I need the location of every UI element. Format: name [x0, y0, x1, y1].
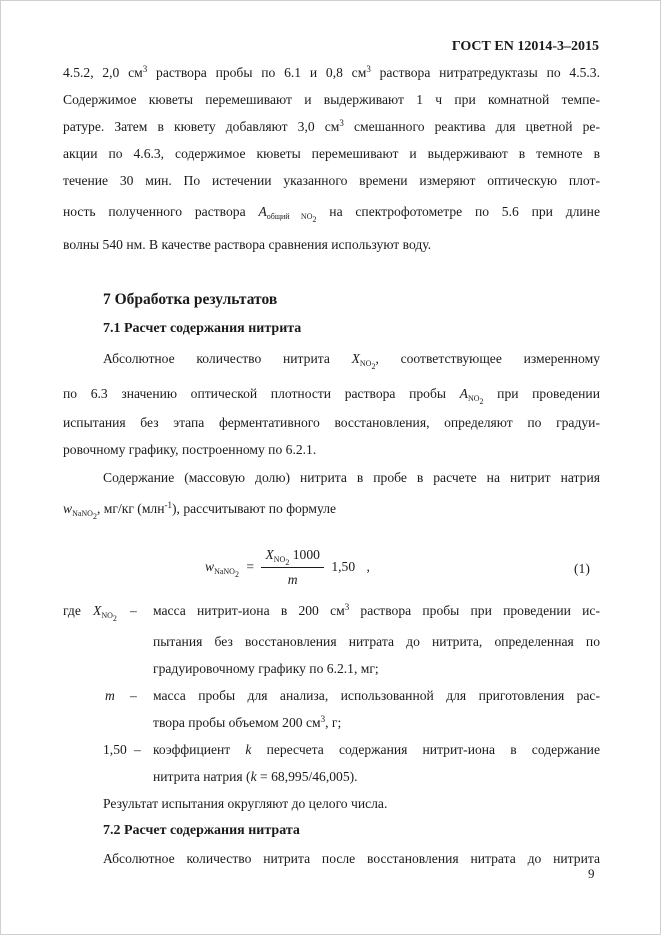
p1-line-4: акции по 4.6.3, содержимое кюветы перемешивают и выдерживают в темноте в: [63, 146, 600, 161]
where-x-dash: –: [130, 603, 137, 618]
s71-line-4: ровочному графику, построенному по 6.2.1.: [63, 442, 317, 457]
section-7-1-title: 7.1 Расчет содержания нитрита: [103, 321, 302, 336]
where-x-symbol: $X_{NO_2}$: [93, 603, 117, 623]
where-x-line-1: масса нитрит-иона в 200 $см^3$ раствора пробы при проведении ис-: [153, 602, 600, 618]
rounding-note: Результат испытания округляют до целого числа.: [103, 796, 388, 811]
where-m-symbol: m: [105, 688, 115, 703]
where-m-line-1: масса пробы для анализа, использованной для приготовления рас-: [153, 688, 600, 703]
s71-line-2: по 6.3 значению оптической плотности раствора пробы $A_{NO_2}$ при проведении: [63, 386, 600, 406]
p1-line-1: 4.5.2, 2,0 $см^3$ раствора пробы по 6.1 и 0,8 $см^3$ раствора нитратредуктазы по 4.5.3.: [63, 64, 601, 80]
p1-line-7: волны 540 нм. В качестве раствора сравнения используют воду.: [63, 237, 432, 252]
symbol-a-total-no2: $A_{общий NO_2}$: [258, 204, 317, 224]
formula-fraction: $\frac{X_{NO_2} 1000}{m}$: [261, 544, 323, 591]
s71-line-3: испытания без этапа ферментативного восстановления, определяют по градуи-: [63, 415, 600, 430]
s71-line-5: Содержание (массовую долю) нитрита в пробе в расчете на нитрит натрия: [103, 470, 600, 485]
s72-line-1: Абсолютное количество нитрита после восстановления нитрата до нитрита: [103, 851, 600, 866]
where-label: где: [63, 603, 81, 618]
symbol-x-no2: $X_{NO_2}$: [351, 351, 376, 371]
document-header: [436, 38, 599, 56]
where-m-line-2: твора пробы объемом 200 $см^3$, г;: [153, 714, 342, 730]
where-x-line-2: пытания без восстановления нитрата до нитрита, определенная по: [153, 634, 600, 649]
page-number: 9: [588, 866, 595, 881]
where-coef-line-1: коэффициент k пересчета содержания нитрит-иона в содержание: [153, 742, 600, 757]
section-7-2-title: 7.2 Расчет содержания нитрата: [103, 823, 300, 838]
formula-lhs: $w_{NaNO_2}$: [205, 558, 239, 579]
where-m-dash: –: [130, 688, 137, 703]
s71-line-1: Абсолютное количество нитрита $X_{NO_2}$, соответствующее измеренному: [103, 351, 600, 371]
where-coef-line-2: нитрита натрия (k = 68,995/46,005).: [153, 769, 358, 784]
formula-1: $w_{NaNO_2}$ = $\frac{X_{NO_2} 1000}{m}$ 1,50 ,: [205, 544, 370, 591]
symbol-a-no2: $A_{NO_2}$: [459, 386, 484, 406]
p1-line-3: ратуре. Затем в кювету добавляют 3,0 $см^3$ смешанного реактива для цветной ре-: [63, 118, 600, 134]
section-7-title: 7 Обработка результатов: [103, 291, 278, 308]
where-coef-dash: –: [134, 742, 141, 757]
p1-line-5: течение 30 мин. По истечении указанного времени измеряют оптическую плот-: [63, 173, 600, 188]
standard-number: ГОСТ EN 12014-3–2015: [451, 39, 599, 54]
p1-line-6: ность полученного раствора $A_{общий NO_2}$ на спектрофотометре по 5.6 при длине: [63, 204, 600, 224]
symbol-w-nano2: $w_{NaNO_2}$: [63, 501, 97, 521]
where-x-line-3: градуировочному графику по 6.2.1, мг;: [153, 661, 379, 676]
s71-line-6: $w_{NaNO_2}$, мг/кг (млн$^{-1}$), рассчитывают по формуле: [63, 500, 337, 521]
where-coef-value: 1,50: [103, 742, 127, 757]
p1-line-2: Содержимое кюветы перемешивают и выдерживают 1 ч при комнатной темпе-: [63, 92, 600, 107]
formula-number: (1): [574, 561, 590, 576]
